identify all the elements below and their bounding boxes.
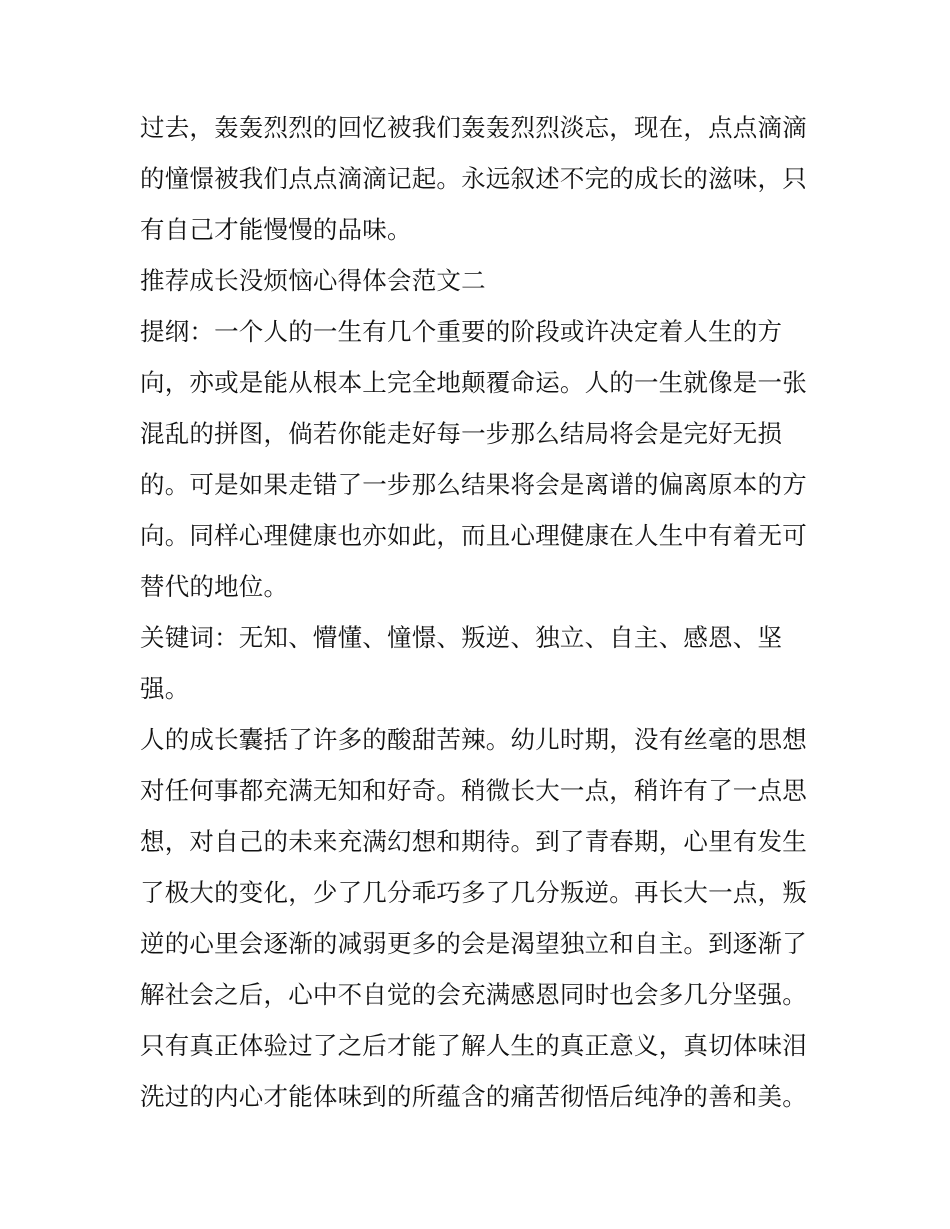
body-line-1: 人的成长囊括了许多的酸甜苦辣。幼儿时期，没有丝毫的思想 [140, 725, 807, 754]
body-line-3: 想，对自己的未来充满幻想和期待。到了青春期，心里有发生 [140, 827, 807, 856]
outline-line-3: 混乱的拼图，倘若你能走好每一步那么结局将会是完好无损 [140, 419, 783, 448]
paragraph-line-3: 有自己才能慢慢的品味。 [140, 215, 412, 244]
body-line-8: 洗过的内心才能体味到的所蕴含的痛苦彻悟后纯净的善和美。 [140, 1082, 807, 1111]
body-line-5: 逆的心里会逐渐的减弱更多的会是渴望独立和自主。到逐渐了 [140, 929, 807, 958]
body-line-7: 只有真正体验过了之后才能了解人生的真正意义，真切体味泪 [140, 1031, 807, 1060]
outline-line-1: 提纲：一个人的一生有几个重要的阶段或许决定着人生的方 [140, 317, 783, 346]
body-line-6: 解社会之后，心中不自觉的会充满感恩同时也会多几分坚强。 [140, 980, 807, 1009]
keywords-line-2: 强。 [140, 674, 190, 703]
outline-line-5: 向。同样心理健康也亦如此，而且心理健康在人生中有着无可 [140, 521, 807, 550]
outline-line-2: 向，亦或是能从根本上完全地颠覆命运。人的一生就像是一张 [140, 368, 807, 397]
paragraph-line-1: 过去，轰轰烈烈的回忆被我们轰轰烈烈淡忘，现在，点点滴滴 [140, 113, 807, 142]
body-line-2: 对任何事都充满无知和好奇。稍微长大一点，稍许有了一点思 [140, 776, 807, 805]
body-line-4: 了极大的变化，少了几分乖巧多了几分叛逆。再长大一点，叛 [140, 878, 807, 907]
paragraph-line-2: 的憧憬被我们点点滴滴记起。永远叙述不完的成长的滋味，只 [140, 164, 807, 193]
section-heading: 推荐成长没烦恼心得体会范文二 [140, 266, 486, 295]
outline-line-4: 的。可是如果走错了一步那么结果将会是离谱的偏离原本的方 [140, 470, 807, 499]
keywords-line-1: 关键词：无知、懵懂、憧憬、叛逆、独立、自主、感恩、坚 [140, 623, 783, 652]
outline-line-6: 替代的地位。 [140, 572, 289, 601]
